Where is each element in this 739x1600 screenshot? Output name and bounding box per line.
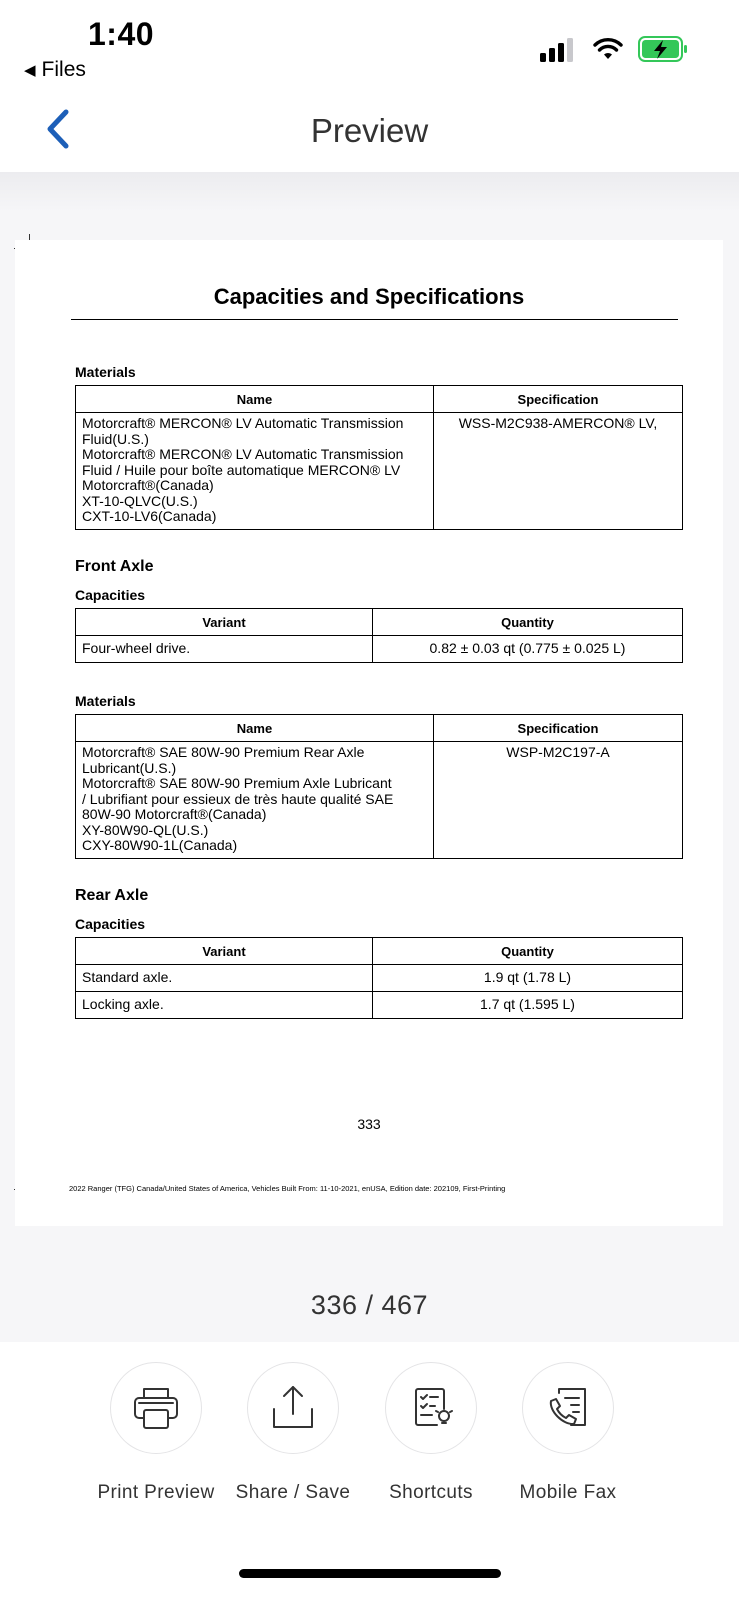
shortcuts-circle [385,1362,477,1454]
fax-phone-icon [541,1381,595,1435]
total-pages: 467 [381,1290,429,1320]
rear-axle-heading: Rear Axle [75,887,149,904]
quantity-cell: 0.82 ± 0.03 qt (0.775 ± 0.025 L) [373,636,683,663]
specification-cell: WSS-M2C938-AMERCON® LV, [434,413,683,530]
material-name-line: Fluid(U.S.) [82,430,149,447]
material-name-line: Motorcraft® MERCON® LV Automatic Transmission [82,415,404,431]
column-header: Specification [434,386,683,413]
capacities-heading: Capacities [75,916,146,932]
document-footer: 2022 Ranger (TFG) Canada/United States of America, Vehicles Built From: 11-10-2021, enUSA, Edition date: 202109, First-Printing [69,1184,506,1193]
triangle-left-icon: ◀ [24,62,36,79]
materials-heading: Materials [75,693,136,709]
page-separator: / [357,1290,382,1320]
material-name-cell [76,413,434,530]
viewer-shadow [0,172,739,212]
quantity-cell: 1.7 qt (1.595 L) [373,992,683,1019]
page-counter [0,1290,739,1321]
variant-cell: Locking axle. [76,992,373,1019]
current-page: 336 [310,1290,358,1320]
quantity-cell: 1.9 qt (1.78 L) [373,965,683,992]
navigation-bar [0,92,739,172]
material-name-line: Motorcraft® SAE 80W-90 Premium Rear Axle [82,744,365,760]
column-header: Variant [76,609,373,636]
page-title: Preview [310,112,429,149]
specification-cell: WSP-M2C197-A [434,742,683,859]
print-preview-label: Print Preview [97,1482,215,1503]
share-save-button[interactable] [223,1362,363,1504]
document-title: Capacities and Specifications [213,284,525,309]
material-name-line: XT-10-QLVC(U.S.) [82,492,198,509]
column-header: Name [76,715,434,742]
print-preview-circle [110,1362,202,1454]
materials-heading: Materials [75,364,136,380]
back-to-files-button[interactable] [24,58,86,82]
shortcuts-button[interactable] [361,1362,501,1504]
battery-charging-icon [638,36,688,62]
wifi-icon [593,36,623,62]
cellular-signal-icon [540,38,578,62]
table-row [76,965,683,992]
material-name-line: Motorcraft® SAE 80W-90 Premium Axle Lubricant [82,775,392,791]
material-name-line: Motorcraft® MERCON® LV Automatic Transmission [82,446,404,462]
material-name-line: Lubricant(U.S.) [82,759,177,776]
column-header: Name [76,386,434,413]
material-name-line: Motorcraft®(Canada) [82,477,214,493]
share-save-label: Share / Save [235,1482,351,1503]
home-indicator[interactable] [239,1569,501,1578]
front-axle-heading: Front Axle [75,558,154,575]
shortcuts-checklist-icon [404,1381,458,1435]
front-axle-capacities-table [75,608,683,663]
variant-cell: Standard axle. [76,965,373,992]
mobile-fax-circle [522,1362,614,1454]
variant-cell: Four-wheel drive. [76,636,373,663]
title-divider [71,319,678,320]
share-icon [266,1381,320,1435]
shortcuts-label: Shortcuts [389,1482,473,1503]
share-save-circle [247,1362,339,1454]
print-preview-button[interactable] [86,1362,226,1504]
printer-icon [129,1381,183,1435]
mobile-fax-label: Mobile Fax [519,1482,617,1503]
back-to-files-label: Files [41,58,86,81]
page-number: 333 [357,1116,381,1132]
material-name-line: 80W-90 Motorcraft®(Canada) [82,806,267,822]
action-bar [0,1342,739,1600]
table-row [76,636,683,663]
mobile-fax-button[interactable] [498,1362,638,1504]
material-name-line: CXY-80W90-1L(Canada) [82,837,238,853]
material-name-line: / Lubrifiant pour essieux de très haute qualité SAE [82,790,394,807]
rear-axle-capacities-table [75,937,683,1019]
material-name-line: CXT-10-LV6(Canada) [82,508,217,524]
column-header: Quantity [373,938,683,965]
material-name-line: Fluid / Huile pour boîte automatique MERCON® LV [82,461,401,478]
table-row [76,413,683,530]
materials-table [75,714,683,859]
column-header: Specification [434,715,683,742]
table-row [76,992,683,1019]
document-page [15,240,723,1226]
column-header: Quantity [373,609,683,636]
materials-table [75,385,683,530]
status-time: 1:40 [88,16,155,52]
material-name-line: XY-80W90-QL(U.S.) [82,821,209,838]
material-name-cell [76,742,434,859]
column-header: Variant [76,938,373,965]
capacities-heading: Capacities [75,587,146,603]
table-row [76,742,683,859]
